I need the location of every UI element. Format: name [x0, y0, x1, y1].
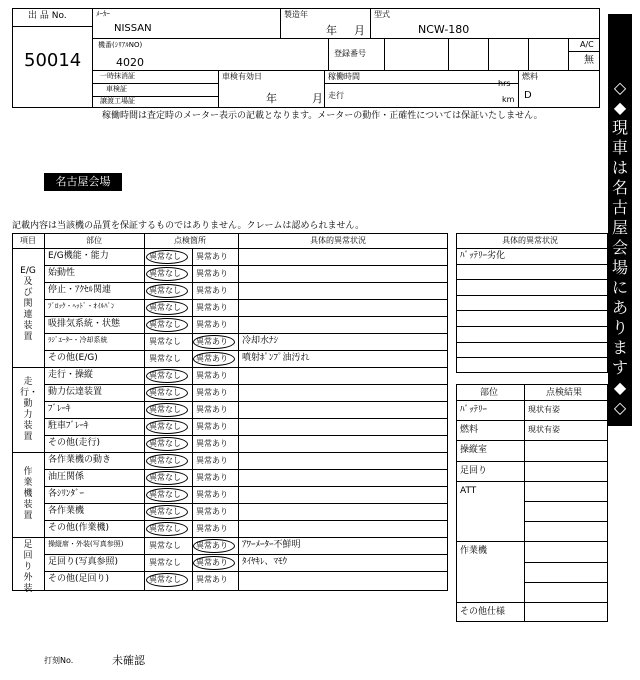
col-header-part: 部位 — [86, 236, 102, 245]
col-header-detail: 具体的異常状況 — [310, 236, 366, 245]
row-divider — [44, 520, 448, 521]
hrs-label: hrs — [498, 79, 511, 88]
row-divider — [524, 521, 608, 522]
inspection-month-unit: 月 — [312, 92, 323, 105]
abnormal-option: 異常あり — [196, 371, 228, 380]
row-divider — [456, 602, 608, 603]
selected-circle — [146, 437, 188, 451]
side-banner-text: ◇◆現車は名古屋会場にあります◆◇ — [611, 78, 628, 417]
normal-option: 異常なし — [149, 405, 181, 414]
row-part: 足回り(写真参照) — [48, 557, 119, 567]
inspection-year-unit: 年 — [266, 92, 277, 105]
abnormal-option: 異常あり — [196, 337, 228, 346]
row-divider — [456, 357, 608, 358]
normal-option: 異常なし — [149, 337, 181, 346]
maker-label: ﾒｰｶｰ — [96, 10, 110, 18]
row-divider — [44, 435, 448, 436]
result-header-part: 部位 — [480, 388, 499, 398]
row-part: 各ｼﾘﾝﾀﾞｰ — [48, 489, 85, 499]
abnormal-option: 異常あり — [196, 507, 228, 516]
result-part: その他仕様 — [460, 607, 506, 617]
row-divider — [44, 316, 448, 317]
row-divider — [456, 440, 608, 441]
row-divider — [456, 481, 608, 482]
selected-circle — [146, 471, 188, 485]
model-value: NCW-180 — [418, 23, 470, 36]
row-divider — [44, 265, 448, 266]
venue-tag: 名古屋会場 — [44, 173, 122, 191]
selected-circle — [193, 352, 235, 366]
result-header-result: 点検結果 — [546, 388, 583, 398]
abnormal-option: 異常あり — [196, 456, 228, 465]
result-part: 作業機 — [460, 546, 488, 556]
row-divider — [44, 571, 448, 572]
result-value: 現状有姿 — [528, 405, 560, 414]
right-detail-header: 具体的異常状況 — [502, 236, 558, 245]
abnormal-option: 異常あり — [196, 524, 228, 533]
row-divider — [44, 384, 448, 385]
abnormal-option: 異常あり — [196, 473, 228, 482]
normal-option: 異常なし — [149, 371, 181, 380]
abnormal-option: 異常あり — [196, 439, 228, 448]
row-divider — [456, 264, 608, 265]
result-part: 足回り — [460, 466, 488, 476]
serial-label: 機番(ｼﾘｱﾙNO) — [98, 41, 143, 49]
abnormal-option: 異常あり — [196, 558, 228, 567]
col-header-check: 点検箇所 — [174, 236, 206, 245]
abnormal-option: 異常あり — [196, 405, 228, 414]
selected-circle — [146, 573, 188, 587]
reg-label: 登録番号 — [334, 49, 366, 58]
lot-number: 50014 — [24, 50, 82, 71]
normal-option: 異常なし — [149, 490, 181, 499]
row-divider — [44, 503, 448, 504]
selected-circle — [193, 335, 235, 349]
abnormal-option: 異常あり — [196, 422, 228, 431]
row-divider — [44, 469, 448, 470]
op-hours-label: 稼働時間 — [328, 72, 360, 81]
selected-circle — [193, 556, 235, 570]
meter-notice: 稼働時間は査定時のメーター表示の記載となります。メーターの動作・正確性については保証いたしません。 — [102, 111, 543, 121]
result-part: ATT — [460, 486, 477, 496]
row-divider — [44, 299, 448, 300]
category-drive: 走行・動力装置 — [20, 377, 39, 442]
row-part: ﾌﾞﾛｯｸ・ﾍｯﾄﾞ・ｵｲﾙﾊﾟﾝ — [48, 302, 115, 310]
row-part: 各作業機の動き — [48, 455, 112, 465]
stamp-value: 未確認 — [112, 654, 145, 667]
serial-value: 4020 — [116, 56, 144, 69]
model-label: 型式 — [374, 10, 390, 19]
row-part: ﾗｼﾞｴｰﾀｰ・冷却系統 — [48, 336, 108, 344]
category-work: 作業機装置 — [23, 467, 33, 521]
row-divider — [44, 554, 448, 555]
row-part: 動力伝達装置 — [48, 387, 103, 397]
cert3-label: 譲渡工場証 — [100, 97, 135, 105]
row-detail: 冷却水ﾅｼ — [242, 336, 279, 346]
disclaimer: 記載内容は当該機の品質を保証するものではありません。クレームは認められません。 — [12, 221, 365, 231]
row-divider — [44, 282, 448, 283]
row-divider — [44, 401, 448, 402]
selected-circle — [146, 301, 188, 315]
row-part: E/G機能・能力 — [48, 251, 109, 261]
row-divider — [456, 295, 608, 296]
result-part: 操縦室 — [460, 445, 488, 455]
row-detail: ﾀｲﾔｷﾚ、ﾏﾓｳ — [242, 557, 288, 567]
row-part: 停止・ｱｸｾﾙ関連 — [48, 285, 112, 295]
maker-value: NISSAN — [114, 23, 152, 34]
row-divider — [456, 326, 608, 327]
selected-circle — [146, 284, 188, 298]
fuel-label: 燃料 — [522, 72, 538, 81]
row-divider — [44, 486, 448, 487]
row-divider — [44, 333, 448, 334]
row-divider — [456, 310, 608, 311]
row-part: その他(走行) — [48, 438, 101, 448]
cert2-label: 車検証 — [106, 85, 127, 93]
travel-label: 走行 — [328, 91, 344, 100]
row-divider — [456, 342, 608, 343]
normal-option: 異常なし — [149, 269, 181, 278]
normal-option: 異常なし — [149, 575, 181, 584]
selected-circle — [146, 488, 188, 502]
abnormal-option: 異常あり — [196, 320, 228, 329]
normal-option: 異常なし — [149, 439, 181, 448]
category-undercarriage: 足回り外装 — [23, 540, 33, 594]
normal-option: 異常なし — [149, 422, 181, 431]
selected-circle — [146, 369, 188, 383]
ac-label: A/C — [580, 40, 594, 49]
row-part: 各作業機 — [48, 506, 85, 516]
selected-circle — [146, 250, 188, 264]
row-part: 油圧関係 — [48, 472, 85, 482]
row-part: 駐車ﾌﾞﾚｰｷ — [48, 421, 89, 431]
row-divider — [44, 350, 448, 351]
abnormal-option: 異常あり — [196, 490, 228, 499]
row-part: 操縦席・外装(写真参照) — [48, 540, 124, 548]
abnormal-option: 異常あり — [196, 541, 228, 550]
row-divider — [456, 420, 608, 421]
row-part: ﾌﾞﾚｰｷ — [48, 404, 71, 414]
result-part: 燃料 — [460, 425, 479, 435]
km-label: km — [502, 95, 515, 104]
abnormal-option: 異常あり — [196, 354, 228, 363]
normal-option: 異常なし — [149, 541, 181, 550]
row-divider — [524, 501, 608, 502]
row-part: その他(作業機) — [48, 523, 110, 533]
side-banner — [608, 14, 632, 426]
selected-circle — [193, 539, 235, 553]
selected-circle — [146, 386, 188, 400]
year-unit: 年 — [326, 24, 337, 37]
selected-circle — [146, 522, 188, 536]
normal-option: 異常なし — [149, 303, 181, 312]
row-part: 始動性 — [48, 268, 76, 278]
normal-option: 異常なし — [149, 320, 181, 329]
stamp-label: 打刻No. — [44, 656, 74, 665]
fuel-value: D — [524, 90, 532, 101]
row-divider — [524, 562, 608, 563]
inspection-label: 車検有効日 — [222, 72, 262, 81]
row-divider — [524, 582, 608, 583]
result-value: 現状有姿 — [528, 425, 560, 434]
row-divider — [44, 418, 448, 419]
abnormal-option: 異常あり — [196, 303, 228, 312]
normal-option: 異常なし — [149, 354, 181, 363]
year-label: 製造年 — [284, 10, 308, 19]
selected-circle — [146, 267, 188, 281]
result-part: ﾊﾞｯﾃﾘｰ — [460, 405, 488, 415]
selected-circle — [146, 505, 188, 519]
row-part: その他(E/G) — [48, 353, 98, 363]
row-part: 吸排気系統・状態 — [48, 319, 121, 329]
normal-option: 異常なし — [149, 388, 181, 397]
selected-circle — [146, 454, 188, 468]
abnormal-option: 異常あり — [196, 252, 228, 261]
ac-value: 無 — [584, 55, 594, 66]
selected-circle — [146, 403, 188, 417]
normal-option: 異常なし — [149, 252, 181, 261]
cert1-label: 一時抹消証 — [100, 72, 135, 80]
row-part: 走行・操縦 — [48, 370, 94, 380]
detail-row: ﾊﾞｯﾃﾘｰ劣化 — [460, 251, 506, 261]
normal-option: 異常なし — [149, 473, 181, 482]
abnormal-option: 異常あり — [196, 388, 228, 397]
row-divider — [456, 279, 608, 280]
row-part: その他(足回り) — [48, 574, 110, 584]
abnormal-option: 異常あり — [196, 269, 228, 278]
col-header-item: 項目 — [20, 236, 36, 245]
normal-option: 異常なし — [149, 524, 181, 533]
selected-circle — [146, 318, 188, 332]
selected-circle — [146, 420, 188, 434]
month-unit: 月 — [354, 24, 365, 37]
row-divider — [456, 541, 608, 542]
normal-option: 異常なし — [149, 507, 181, 516]
lot-label: 出 品 No. — [28, 11, 67, 21]
abnormal-option: 異常あり — [196, 286, 228, 295]
normal-option: 異常なし — [149, 286, 181, 295]
normal-option: 異常なし — [149, 456, 181, 465]
category-eg: E/G及び関連装置 — [20, 266, 36, 342]
row-detail: ｱﾜｰﾒｰﾀｰ不鮮明 — [242, 540, 301, 550]
abnormal-option: 異常あり — [196, 575, 228, 584]
row-divider — [456, 461, 608, 462]
normal-option: 異常なし — [149, 558, 181, 567]
row-detail: 噴射ﾎﾟﾝﾌﾟ油汚れ — [242, 353, 310, 363]
